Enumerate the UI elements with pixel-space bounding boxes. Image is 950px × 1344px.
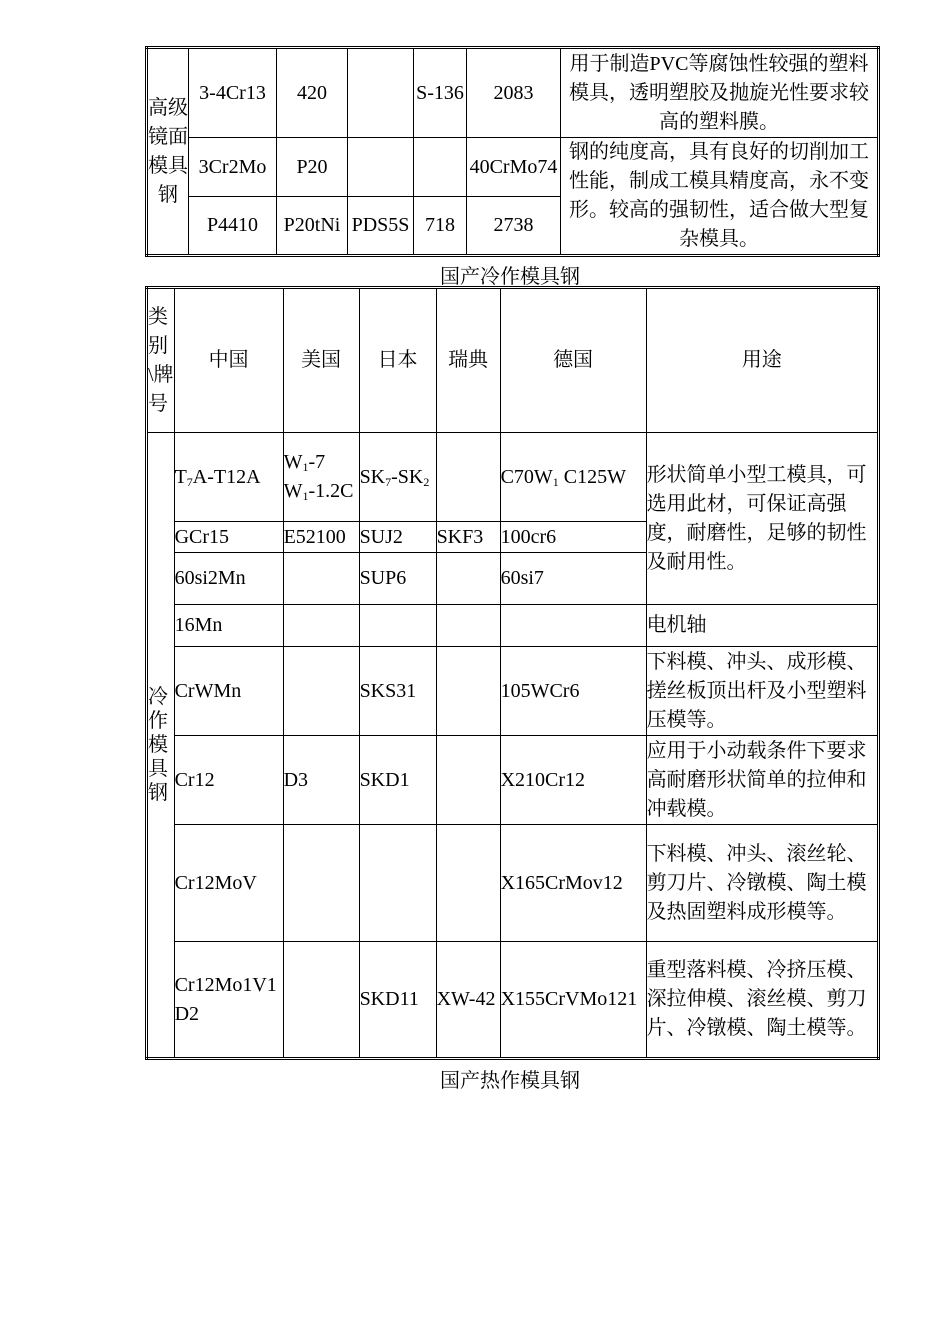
china-grade: 3Cr2Mo [189,138,277,197]
germany-grade: 2738 [467,197,561,256]
japan-grade: $SK_7-SK_2$ [359,433,436,522]
japan-grade: SUP6 [359,553,436,605]
header-germany: 德国 [500,288,646,433]
germany-grade: 100cr6 [500,522,646,553]
usa-grade [283,942,359,1059]
usage-text: 形状简单小型工模具，可选用此材，可保证高强度，耐磨性，足够的韧性及耐用性。 [646,433,878,605]
sweden-grade [436,825,500,942]
table-header-row [147,288,879,433]
germany-grade: 60si7 [500,553,646,605]
sweden-grade [436,553,500,605]
header-class: 类别\牌号 [147,288,175,433]
usage-text: 重型落料模、冷挤压模、深拉伸模、滚丝模、剪刀片、冷镦模、陶土模等。 [646,942,878,1059]
china-grade: CrWMn [174,647,283,736]
header-use: 用途 [646,288,878,433]
table-row [147,942,879,1059]
japan-grade: SKD1 [359,736,436,825]
cold-work-mold-steel-table [145,286,880,1060]
table-row [147,605,879,647]
japan-grade [348,138,414,197]
table-row [147,48,879,138]
japan-grade [359,825,436,942]
header-japan: 日本 [359,288,436,433]
usage-text: 应用于小动载条件下要求高耐磨形状简单的拉伸和冲载模。 [646,736,878,825]
usa-grade: E52100 [283,522,359,553]
usage-text: 电机轴 [646,605,878,647]
germany-grade: 40CrMo74 [467,138,561,197]
japan-grade [348,48,414,138]
usage-text: 用于制造PVC等腐蚀性较强的塑料模具，透明塑胶及抛旋光性要求较高的塑料膜。 [561,48,879,138]
usa-grade [283,825,359,942]
china-grade: 16Mn [174,605,283,647]
china-grade: GCr15 [174,522,283,553]
usage-text: 下料模、冲头、滚丝轮、剪刀片、冷镦模、陶土模及热固塑料成形模等。 [646,825,878,942]
china-grade: P4410 [189,197,277,256]
group-label: 高级镜面模具钢 [147,48,189,256]
china-grade: $T_7A-T12A$ [174,433,283,522]
sweden-grade [436,433,500,522]
usage-text: 下料模、冲头、成形模、搓丝板顶出杆及小型塑料压模等。 [646,647,878,736]
table-caption: 国产冷作模具钢 [440,266,580,288]
japan-grade: SKS31 [359,647,436,736]
usa-grade: P20 [277,138,348,197]
usage-text: 钢的纯度高，具有良好的切削加工性能，制成工模具精度高，永不变形。较高的强韧性，适合做大型复杂模具。 [561,138,879,256]
usa-grade: $W_1-7$ $W_1-1.2C$ [283,433,359,522]
germany-grade: 2083 [467,48,561,138]
table-row [147,433,879,522]
table-row [147,736,879,825]
header-china: 中国 [174,288,283,433]
germany-grade: X155CrVMo121 [500,942,646,1059]
china-grade: 3-4Cr13 [189,48,277,138]
china-grade: Cr12MoV [174,825,283,942]
japan-grade [359,605,436,647]
sweden-grade [436,647,500,736]
usa-grade [283,553,359,605]
japan-grade: SKD11 [359,942,436,1059]
table-row [147,138,879,197]
header-usa: 美国 [283,288,359,433]
sweden-grade: 718 [414,197,467,256]
usa-grade: D3 [283,736,359,825]
germany-grade: X165CrMov12 [500,825,646,942]
mirror-mold-steel-table [145,46,880,257]
germany-grade [500,605,646,647]
sweden-grade [414,138,467,197]
sweden-grade [436,605,500,647]
usa-grade [283,605,359,647]
japan-grade: PDS5S [348,197,414,256]
group-label: 冷作模具钢 [147,433,175,1059]
china-grade: Cr12Mo1V1 D2 [174,942,283,1059]
table-caption: 国产热作模具钢 [440,1070,580,1092]
china-grade: 60si2Mn [174,553,283,605]
sweden-grade: SKF3 [436,522,500,553]
sweden-grade: S-136 [414,48,467,138]
header-sweden: 瑞典 [436,288,500,433]
table-row [147,647,879,736]
usa-grade: 420 [277,48,348,138]
sweden-grade [436,736,500,825]
sweden-grade: XW-42 [436,942,500,1059]
japan-grade: SUJ2 [359,522,436,553]
germany-grade: $C70W_1$ C125W [500,433,646,522]
usa-grade: P20tNi [277,197,348,256]
table-row [147,825,879,942]
germany-grade: X210Cr12 [500,736,646,825]
germany-grade: 105WCr6 [500,647,646,736]
china-grade: Cr12 [174,736,283,825]
usa-grade [283,647,359,736]
